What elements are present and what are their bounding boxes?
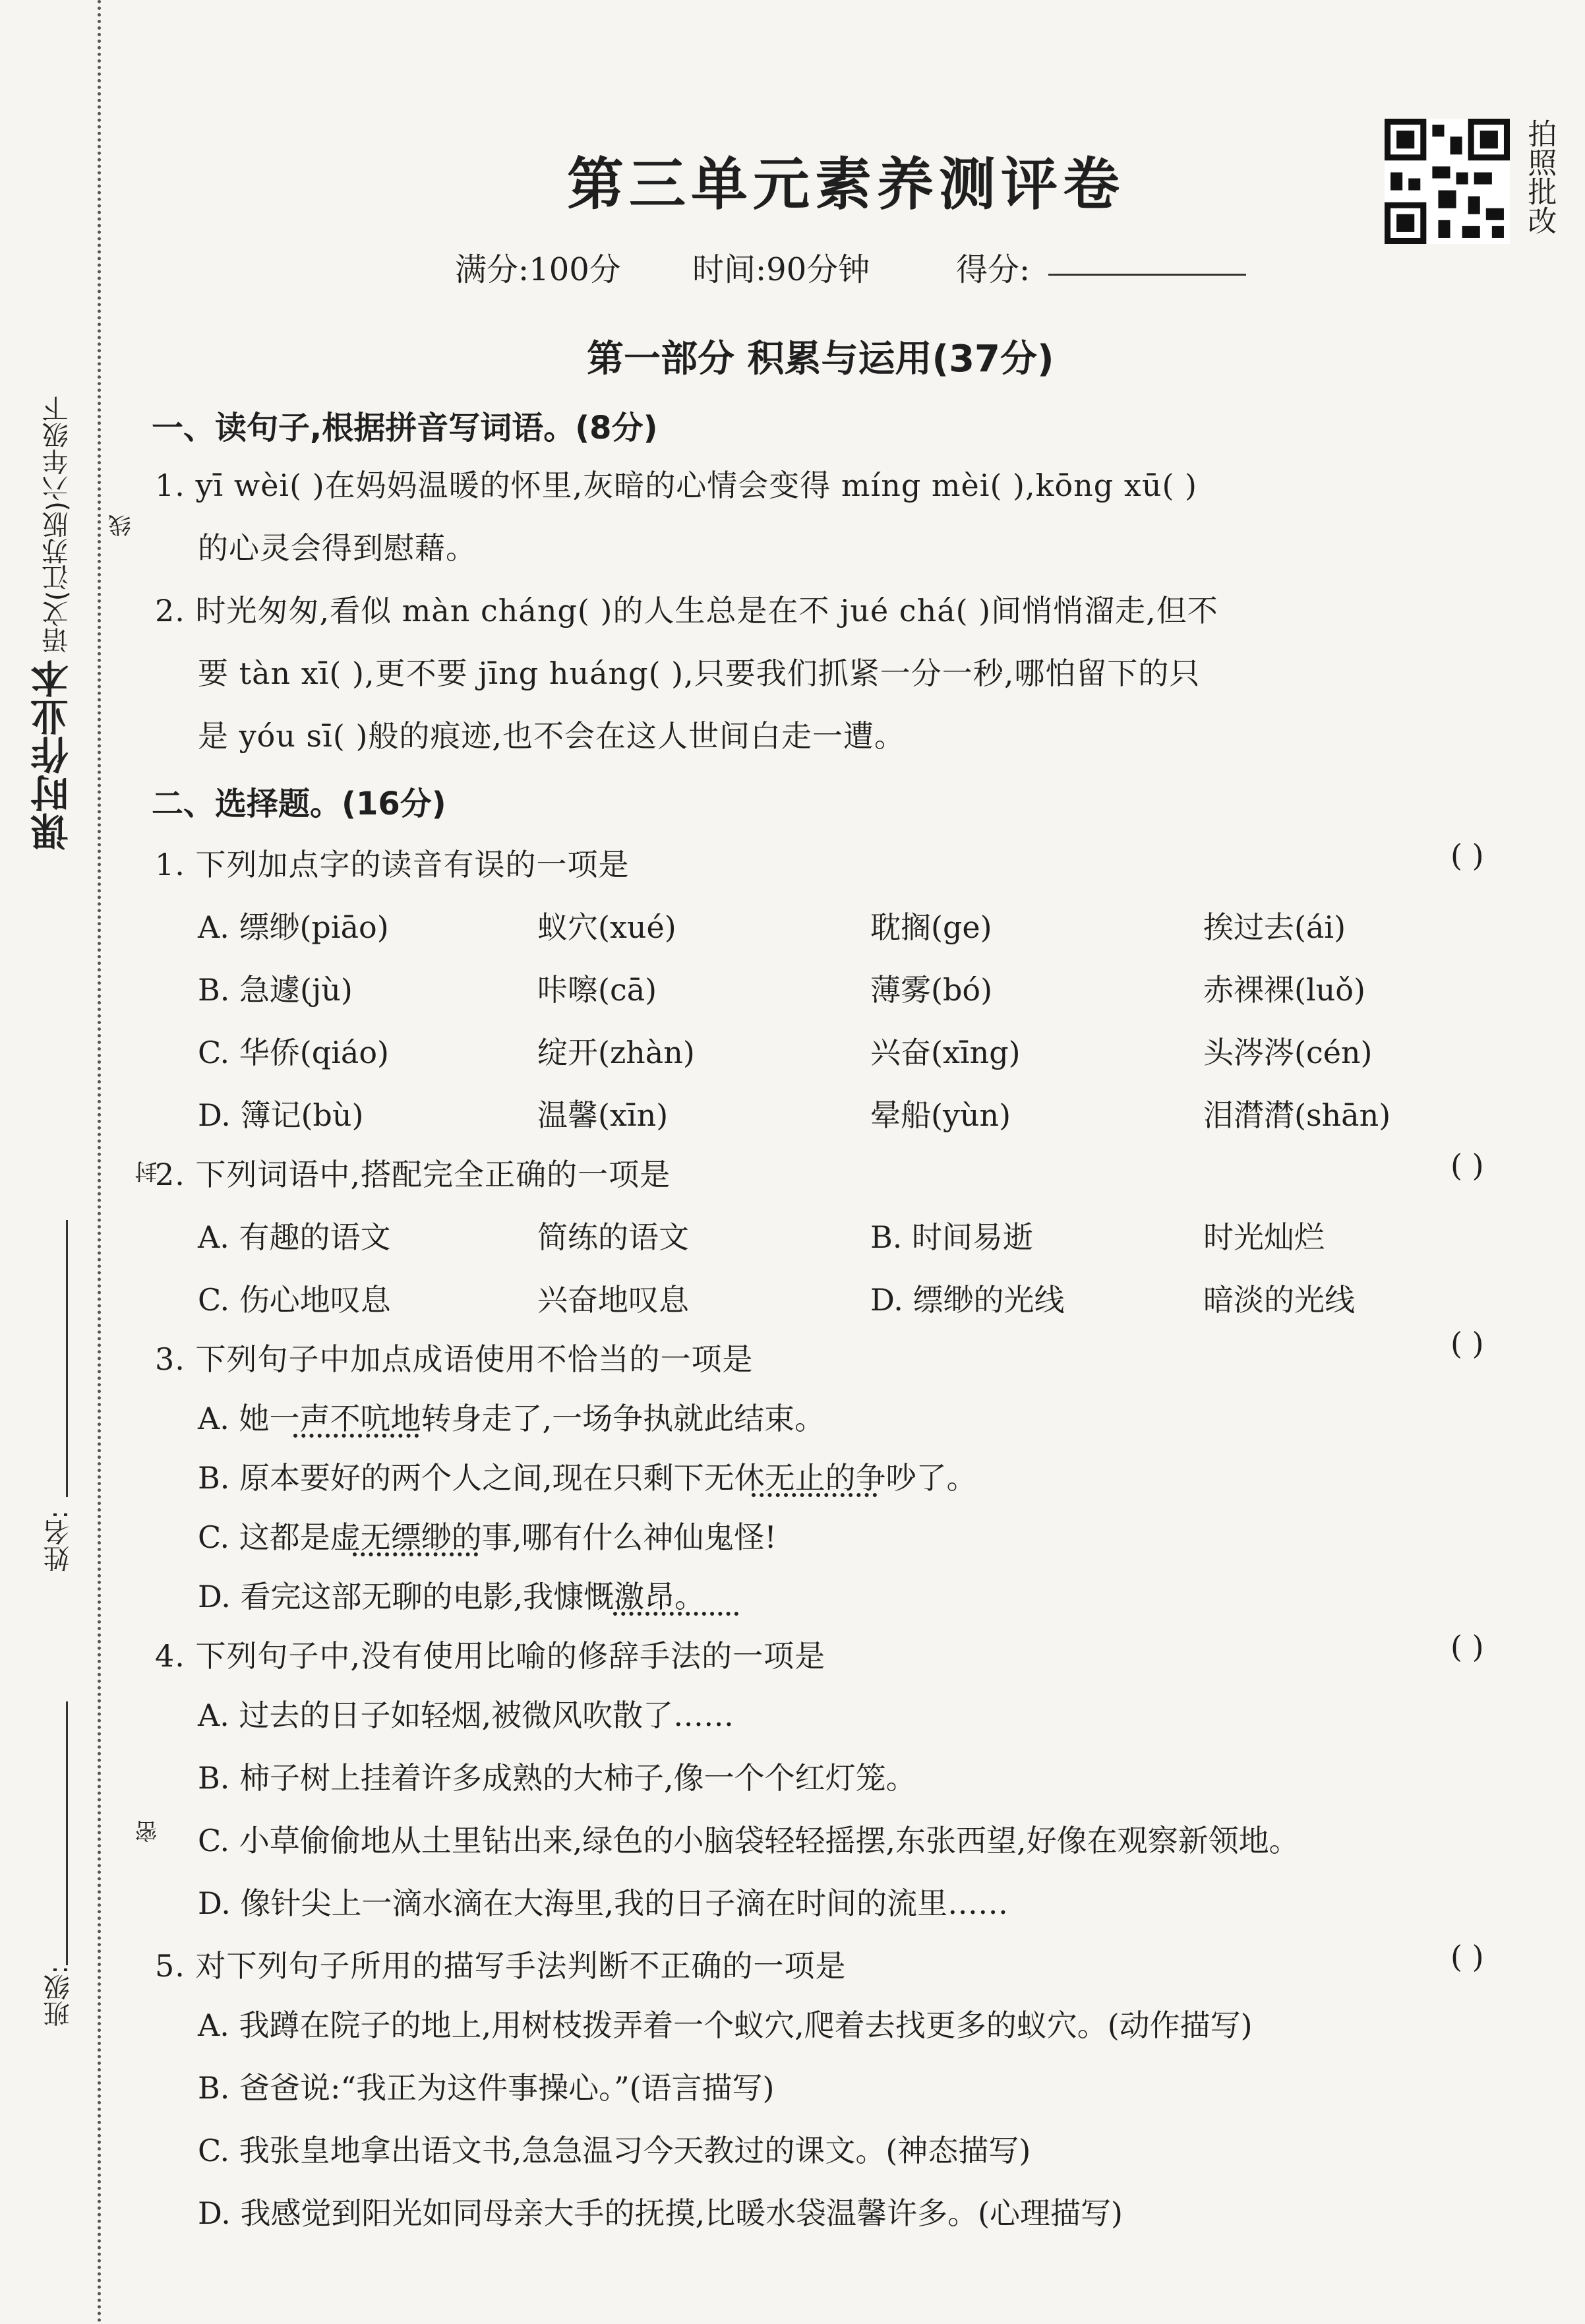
q5-option-d: D. 我感觉到阳光如同母亲大手的抚摸,比暖水袋温馨许多。(心理描写) bbox=[198, 2195, 1123, 2231]
q1-opt-d-3: 晕船(yùn) bbox=[870, 1097, 1011, 1133]
full-score: 满分:100分 bbox=[455, 251, 621, 288]
q1-opt-b-2: 咔嚓(cā) bbox=[537, 972, 657, 1008]
qr-code-icon[interactable] bbox=[1385, 119, 1510, 244]
q1-opt-b-3: 薄雾(bó) bbox=[870, 972, 993, 1008]
q1-opt-b-4: 赤裸裸(luǒ) bbox=[1203, 972, 1365, 1008]
q2-opt-d-2: 暗淡的光线 bbox=[1203, 1282, 1355, 1318]
q4-answer-box[interactable]: ( ) bbox=[1450, 1629, 1484, 1665]
emphasis-dots-b bbox=[752, 1489, 877, 1497]
q4-option-d: D. 像针尖上一滴水滴在大海里,我的日子滴在时间的流里…… bbox=[198, 1885, 1009, 1921]
q3-option-d: D. 看完这部无聊的电影,我慷慨激昂。 bbox=[198, 1579, 705, 1614]
q3-option-b: B. 原本要好的两个人之间,现在只剩下无休无止的争吵了。 bbox=[198, 1460, 977, 1496]
q1-opt-d-1: D. 簿记(bù) bbox=[198, 1097, 364, 1133]
q1-opt-d-4: 泪潸潸(shān) bbox=[1203, 1097, 1391, 1133]
q1-opt-c-2: 绽开(zhàn) bbox=[537, 1035, 695, 1070]
q1-stem: 1. 下列加点字的读音有误的一项是 bbox=[155, 847, 630, 882]
name-blank bbox=[66, 1220, 68, 1497]
s1-line-4: 要 tàn xī( ),更不要 jīng huáng( ),只要我们抓紧一分一秒,哪怕留下的只 bbox=[198, 656, 1201, 691]
class-blank bbox=[66, 1701, 68, 1965]
score-label: 得分: bbox=[956, 251, 1031, 288]
emphasis-dots-d bbox=[613, 1608, 738, 1616]
score-blank[interactable] bbox=[1048, 274, 1246, 276]
q1-opt-c-4: 头涔涔(cén) bbox=[1203, 1035, 1373, 1070]
brand-label: 课时作业本 bbox=[30, 659, 75, 851]
seal-mark-xian: 线 bbox=[109, 514, 135, 537]
course-label: 语文(江苏版)六年级下 bbox=[42, 396, 73, 654]
seal-mark-mi: 密 bbox=[135, 1820, 162, 1843]
q2-opt-d-1: D. 缥缈的光线 bbox=[870, 1282, 1065, 1318]
q2-stem: 2. 下列词语中,搭配完全正确的一项是 bbox=[155, 1157, 671, 1192]
page-title: 第三单元素养测评卷 bbox=[567, 152, 1125, 218]
binding-dotted-line bbox=[98, 0, 101, 2324]
q1-opt-a-2: 蚁穴(xué) bbox=[537, 909, 676, 945]
q1-answer-box[interactable]: ( ) bbox=[1450, 838, 1484, 873]
q3-option-a: A. 她一声不吭地转身走了,一场争执就此结束。 bbox=[198, 1401, 825, 1436]
q1-opt-b-1: B. 急遽(jù) bbox=[198, 972, 353, 1008]
q4-option-c: C. 小草偷偷地从土里钻出来,绿色的小脑袋轻轻摇摆,东张西望,好像在观察新领地。 bbox=[198, 1823, 1300, 1858]
q1-opt-a-1: A. 缥缈(piāo) bbox=[198, 909, 389, 945]
q1-opt-c-3: 兴奋(xīng) bbox=[870, 1035, 1021, 1070]
s1-line-1: 1. yī wèi( )在妈妈温暖的怀里,灰暗的心情会变得 míng mèi( ),kōng xū( ) bbox=[155, 468, 1197, 503]
exam-time: 时间:90分钟 bbox=[692, 251, 870, 288]
section1-heading: 一、读句子,根据拼音写词语。(8分) bbox=[152, 410, 658, 446]
section2-heading: 二、选择题。(16分) bbox=[152, 785, 446, 822]
q2-opt-c-1: C. 伤心地叹息 bbox=[198, 1282, 391, 1318]
q4-option-a: A. 过去的日子如轻烟,被微风吹散了…… bbox=[198, 1697, 734, 1733]
q1-opt-a-3: 耽搁(ge) bbox=[870, 909, 992, 945]
name-label: 姓名: bbox=[44, 1510, 74, 1572]
qr-caption: 拍照批改 bbox=[1522, 119, 1557, 235]
q2-opt-c-2: 兴奋地叹息 bbox=[537, 1282, 689, 1318]
q2-opt-a-1: A. 有趣的语文 bbox=[198, 1219, 391, 1255]
class-label: 班级: bbox=[44, 1965, 74, 2027]
q3-answer-box[interactable]: ( ) bbox=[1450, 1326, 1484, 1361]
q5-option-c: C. 我张皇地拿出语文书,急急温习今天教过的课文。(神态描写) bbox=[198, 2133, 1031, 2168]
q2-opt-b-1: B. 时间易逝 bbox=[870, 1219, 1034, 1255]
q4-option-b: B. 柿子树上挂着许多成熟的大柿子,像一个个红灯笼。 bbox=[198, 1760, 916, 1796]
s1-line-3: 2. 时光匆匆,看似 màn cháng( )的人生总是在不 jué chá( )间悄悄溜走,但不 bbox=[155, 593, 1218, 628]
s1-line-5: 是 yóu sī( )般的痕迹,也不会在这人世间白走一遭。 bbox=[198, 718, 906, 754]
q5-option-a: A. 我蹲在院子的地上,用树枝拨弄着一个蚁穴,爬着去找更多的蚁穴。(动作描写) bbox=[198, 2007, 1253, 2043]
q3-option-c: C. 这都是虚无缥缈的事,哪有什么神仙鬼怪! bbox=[198, 1519, 777, 1555]
q1-opt-c-1: C. 华侨(qiáo) bbox=[198, 1035, 389, 1070]
q1-opt-a-4: 挨过去(ái) bbox=[1203, 909, 1346, 945]
q2-answer-box[interactable]: ( ) bbox=[1450, 1147, 1484, 1183]
part1-title: 第一部分 积累与运用(37分) bbox=[587, 338, 1054, 381]
q4-stem: 4. 下列句子中,没有使用比喻的修辞手法的一项是 bbox=[155, 1638, 826, 1674]
q2-opt-b-2: 时光灿烂 bbox=[1203, 1219, 1325, 1255]
q5-stem: 5. 对下列句子所用的描写手法判断不正确的一项是 bbox=[155, 1948, 847, 1984]
emphasis-dots-a bbox=[293, 1430, 419, 1438]
q2-opt-a-2: 简练的语文 bbox=[537, 1219, 689, 1255]
q3-stem: 3. 下列句子中加点成语使用不恰当的一项是 bbox=[155, 1341, 754, 1377]
q5-option-b: B. 爸爸说:“我正为这件事操心。”(语言描写) bbox=[198, 2070, 775, 2106]
q5-answer-box[interactable]: ( ) bbox=[1450, 1939, 1484, 1974]
emphasis-dots-c bbox=[353, 1548, 478, 1556]
q1-opt-d-2: 温馨(xīn) bbox=[537, 1097, 669, 1133]
seal-mark-feng: 封 bbox=[135, 1161, 162, 1183]
s1-line-2: 的心灵会得到慰藉。 bbox=[198, 530, 477, 566]
